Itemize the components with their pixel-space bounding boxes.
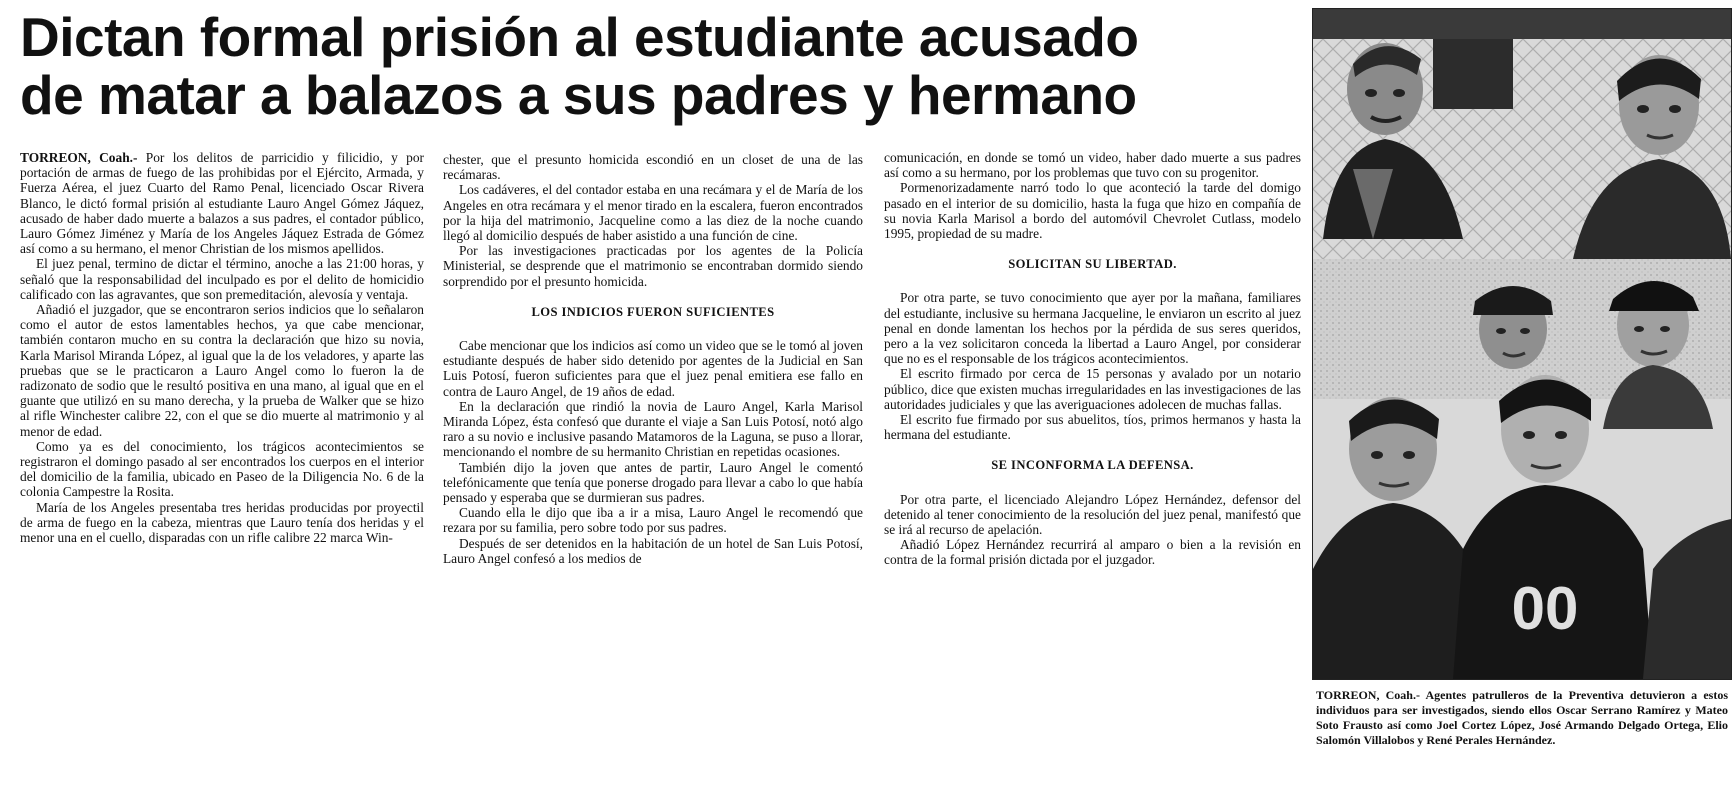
- paragraph: Los cadáveres, el del contador estaba en una recámara y el de María de los Angeles en otra recámara y el menor tirado en la escalera, fueron encontrados por la hija del matrimonio, Jacqueline como a las diez de la noche cuando llegó al domicilio después de haber asistido a una función de cine.: [443, 182, 863, 244]
- paragraph: Añadió López Hernández recurrirá al amparo o bien a la revisión en contra de la formal prisión dictada por el juzgador.: [884, 537, 1301, 568]
- paragraph: chester, que el presunto homicida escondió en un closet de una de las recámaras.: [443, 152, 863, 183]
- subheading: SE INCONFORMA LA DEFENSA.: [991, 458, 1194, 473]
- paragraph: Añadió el juzgador, que se encontraron serios indicios que lo señalaron como el autor de estos lamentables hechos, ya que cabe mencionar, también contaron mucho en su contra la declaración que hizo su novia, Karla Marisol Miranda López, al igual que la de los veladores, y aparte las pruebas que se le practicaron a Lauro Angel como lo fueron la de radizonato de sodio que le resultó positiva en una mano, al igual que en el guante que utilizó en su mano derecha, y la prueba de Walker que se hizo al rifle Winchester calibre 22, con el que se dio muerte al matrimonio y al menor de edad.: [20, 302, 424, 439]
- paragraph: Después de ser detenidos en la habitación de un hotel de San Luis Potosí, Lauro Angel confesó a los medios de: [443, 535, 863, 566]
- subheading: SOLICITAN SU LIBERTAD.: [1008, 257, 1177, 272]
- paragraph: El juez penal, termino de dictar el término, anoche a las 21:00 horas, y señaló que la responsabilidad del inculpado es por el delito de homicidio calificado con las agravantes, que son premeditación, alevosía y ventaja.: [20, 256, 424, 302]
- paragraph: Cuando ella le dijo que iba a ir a misa, Lauro Angel le recomendó que rezara por su familia, pero sobre todo por sus padres.: [443, 505, 863, 536]
- dateline: TORREON, Coah.-: [20, 150, 138, 165]
- paragraph: María de los Angeles presentaba tres heridas producidas por proyectil de arma de fuego en la cabeza, mientras que Lauro tenía dos heridas y el menor una en el cuello, disparadas con un rifle calibre 22 marca Win-: [20, 499, 424, 546]
- article-column-2: [443, 152, 863, 566]
- photo-illustration: [1313, 9, 1731, 679]
- headline-line-1: Dictan formal prisión al estudiante acusado: [20, 6, 1139, 68]
- headline: [20, 8, 1310, 124]
- paragraph: comunicación, en donde se tomó un video, haber dado muerte a sus padres así como a su hermano, por los problemas que tuvo con su progenitor.: [884, 150, 1301, 181]
- paragraph: Por otra parte, se tuvo conocimiento que ayer por la mañana, familiares del estudiante, inclusive su hermana Jacqueline, le enviaron un escrito al juez penal en donde lamentan los hechos por la pérdida de sus seres queridos, pero a la vez solicitaron conceda la libertad a Lauro Angel, por considerar que no es el responsable de los trágicos acontecimientos.: [884, 290, 1301, 367]
- paragraph: Pormenorizadamente narró todo lo que aconteció la tarde del domigo pasado en el interior de su domicilio, hasta la fuga que hizo en compañía de su novia Karla Marisol a bordo del automóvil Chevrolet Cutlass, modelo 1995, propiedad de su madre.: [884, 180, 1301, 242]
- article-column-3: [884, 150, 1301, 568]
- news-photo: [1312, 8, 1732, 680]
- svg-text:00: 00: [1511, 575, 1579, 642]
- headline-line-2: de matar a balazos a sus padres y hermano: [20, 64, 1137, 126]
- paragraph: TORREON, Coah.- Por los delitos de parricidio y filicidio, y por portación de armas de fuego de las prohibidas por el Ejército, Armada, y Fuerza Aérea, el juez Cuarto del Ramo Penal, licenciado Oscar Rivera Blanco, le dictó formal prisión al estudiante Lauro Angel Gómez Jáquez, acusado de haber dado muerte a balazos a sus padres, el contador público, Lauro Gómez Jiménez y María de los Angeles Jáquez Estrada de Gómez así como a su hermano, el menor Christian de los mismos apellidos.: [20, 150, 424, 257]
- paragraph: El escrito firmado por cerca de 15 personas y avalado por un notario público, dice que existen muchas irregularidades en las investigaciones de las autoridades judiciales y que las averiguaciones adolecen de muchas fallas.: [884, 366, 1301, 412]
- paragraph: En la declaración que rindió la novia de Lauro Angel, Karla Marisol Miranda López, ésta confesó que durante el viaje a San Luis Potosí, notó algo raro a su novio e inclusive pasando Matamoros de la Laguna, se puso a llorar, mencionando el nombre de su hermanito Christian en repetidas ocasiones.: [443, 398, 863, 460]
- paragraph: Cabe mencionar que los indicios así como un video que se le tomó al joven estudiante después de haber sido detenido por agentes de la Judicial en San Luis Potosí, fueron suficientes para que el juez penal emitiera ese fallo en contra de Lauro Angel, de 19 años de edad.: [443, 338, 863, 399]
- paragraph: El escrito fue firmado por sus abuelitos, tíos, primos hermanos y hasta la hermana del estudiante.: [884, 412, 1301, 443]
- subheading: LOS INDICIOS FUERON SUFICIENTES: [531, 304, 775, 319]
- paragraph: Por las investigaciones practicadas por los agentes de la Policía Ministerial, se desprende que el matrimonio se encontraban dormido siendo sorprendido por el presunto homicida.: [443, 243, 863, 289]
- article-column-1: [20, 150, 424, 545]
- paragraph: También dijo la joven que antes de partir, Lauro Angel le comentó telefónicamente que tenía que ponerse drogado para llevar a cabo lo que había pensado y esperaba que se durmieran sus padres.: [443, 459, 863, 506]
- paragraph: Por otra parte, el licenciado Alejandro López Hernández, defensor del detenido al tener conocimiento de la resolución del juez penal, manifestó que se irá al recurso de apelación.: [884, 491, 1301, 538]
- photo-caption: TORREON, Coah.- Agentes patrulleros de la Preventiva detuvieron a estos individuos para ser investigados, siendo ellos Oscar Serrano Ramírez y Mateo Soto Frausto así como Joel Cortez López, José Armando Delgado Ortega, Elio Salomón Villalobos y René Perales Hernández.: [1316, 688, 1728, 747]
- paragraph: Como ya es del conocimiento, los trágicos acontecimientos se registraron el domingo pasado al ser encontrados los cuerpos en el interior del domicilio de la familia, ubicado en Paseo de la Diligencia No. 6 de la colonia Campestre la Rosita.: [20, 438, 424, 500]
